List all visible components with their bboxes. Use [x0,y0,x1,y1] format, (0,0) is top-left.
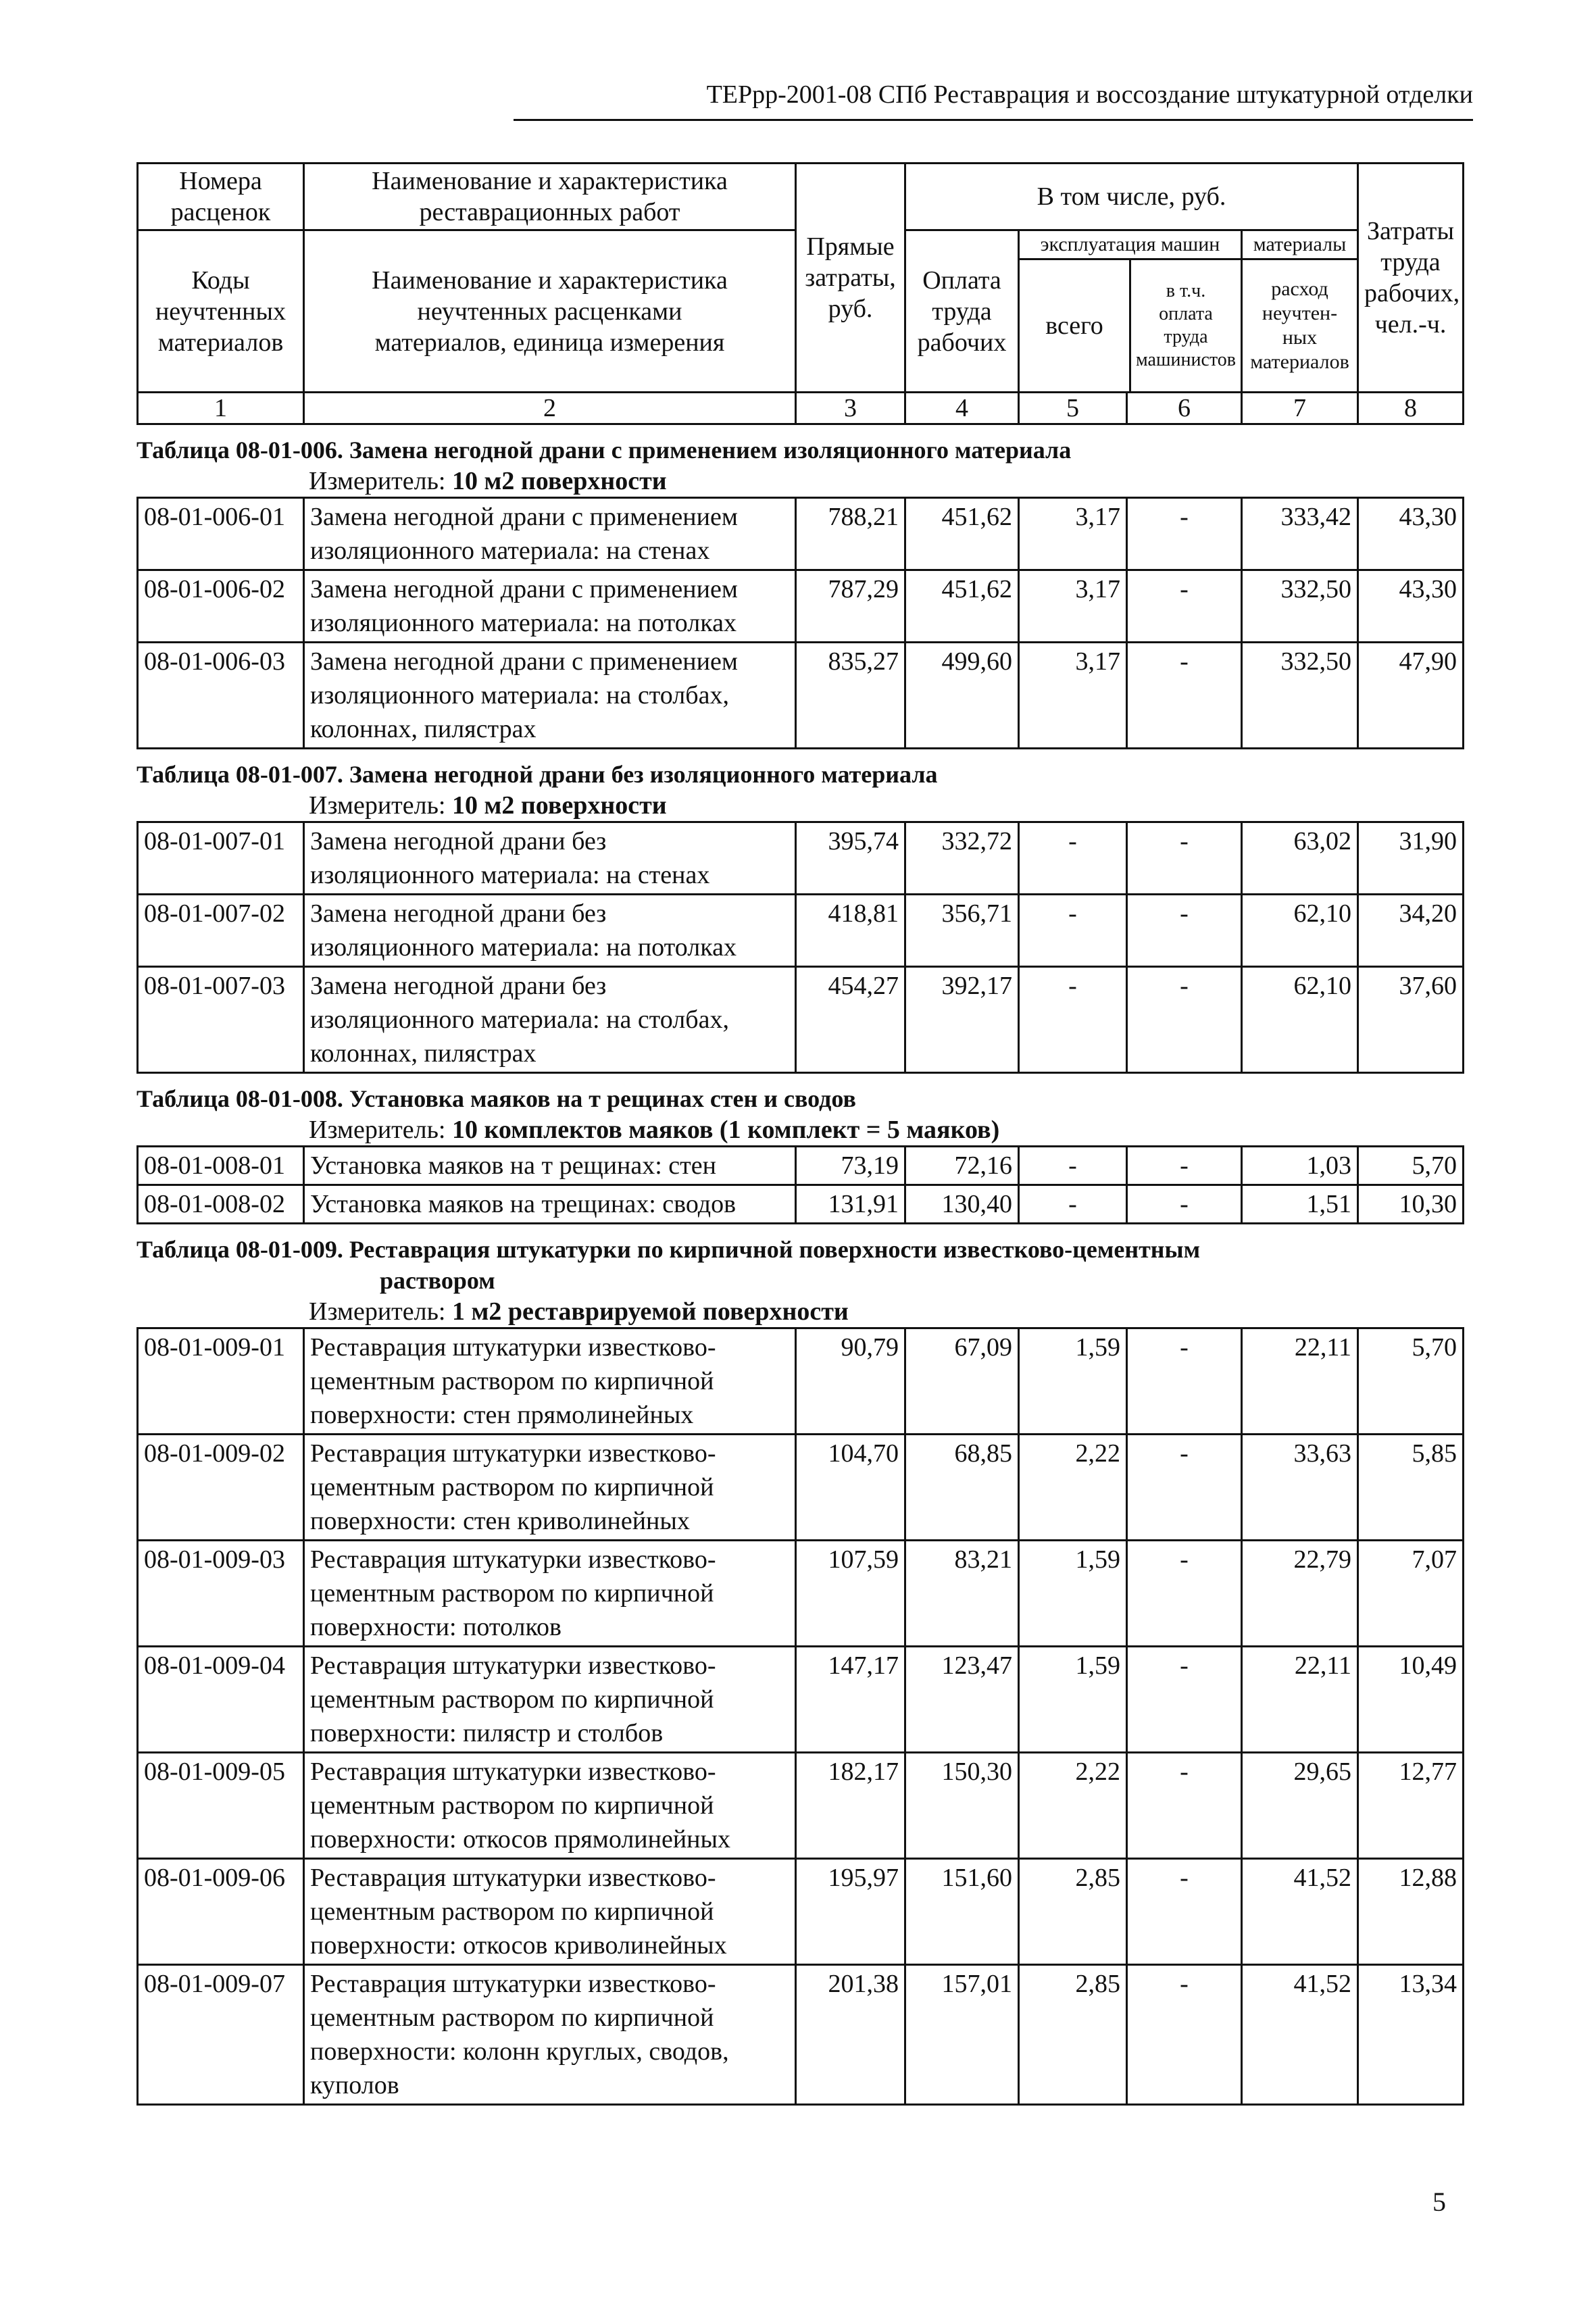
header-direct-costs: Прямые затраты, руб. [796,164,905,393]
machinists-labor-value: - [1127,643,1242,749]
machinists-labor-value: - [1127,498,1242,570]
direct-costs-value: 195,97 [796,1859,905,1965]
page-header-title: ТЕРрр-2001-08 СПб Реставрация и воссоздание штукатурной отделки [706,80,1473,109]
rate-code: 08-01-006-02 [138,570,304,643]
page-number: 5 [1432,2187,1446,2217]
table-row [138,822,1464,895]
rate-name [304,1647,796,1753]
labor-effort-value: 43,30 [1358,570,1464,643]
rate-name-line: куполов [310,2071,399,2099]
machines-cost-value: 3,17 [1019,570,1127,643]
machines-cost-value: - [1019,1185,1127,1224]
machinists-labor-value: - [1127,1541,1242,1647]
machinists-labor-value: - [1127,1753,1242,1859]
labor-cost-value: 356,71 [905,895,1019,967]
table-row [138,1185,1464,1224]
rate-code: 08-01-009-03 [138,1541,304,1647]
direct-costs-value: 835,27 [796,643,905,749]
rate-table [136,1145,1464,1224]
direct-costs-value: 107,59 [796,1541,905,1647]
rate-name-line: Реставрация штукатурки известково- [310,1439,716,1468]
header-rule [514,119,1473,121]
materials-cost-value: 333,42 [1242,498,1358,570]
materials-cost-value: 332,50 [1242,643,1358,749]
table-title-continuation: раствором [380,1267,495,1294]
machines-cost-value: 2,85 [1019,1965,1127,2105]
table-measure: Измеритель: 10 м2 поверхности [309,467,667,495]
rate-name-line: поверхности: стен криволинейных [310,1507,690,1535]
labor-cost-value: 451,62 [905,570,1019,643]
direct-costs-value: 90,79 [796,1328,905,1435]
column-number-1: 1 [138,393,304,424]
header-machinists-labor: в т.ч. оплата труда машинистов [1136,280,1236,370]
rate-name-line: Реставрация штукатурки известково- [310,1970,716,1998]
machines-cost-value: 3,17 [1019,643,1127,749]
direct-costs-value: 788,21 [796,498,905,570]
rate-name-line: Замена негодной драни с применением [310,503,738,531]
header-codes: Коды неучтенных материалов [138,230,304,393]
direct-costs-value: 201,38 [796,1965,905,2105]
rate-code: 08-01-009-01 [138,1328,304,1435]
rate-name-line: изоляционного материала: на столбах, [310,1005,729,1034]
materials-cost-value: 1,03 [1242,1147,1358,1185]
rate-name-line: изоляционного материала: на потолках [310,933,737,962]
machinists-labor-value: - [1127,1965,1242,2105]
rate-name [304,822,796,895]
machinists-labor-value: - [1127,1859,1242,1965]
direct-costs-value: 182,17 [796,1753,905,1859]
machinists-labor-value: - [1127,967,1242,1073]
rate-name [304,967,796,1073]
labor-cost-value: 123,47 [905,1647,1019,1753]
rate-code: 08-01-006-03 [138,643,304,749]
rate-name-line: поверхности: колонн круглых, сводов, [310,2037,729,2066]
rate-name [304,1965,796,2105]
table-row [138,1147,1464,1185]
labor-effort-value: 5,70 [1358,1147,1464,1185]
labor-cost-value: 68,85 [905,1435,1019,1541]
machines-cost-value: 2,22 [1019,1753,1127,1859]
labor-effort-value: 10,30 [1358,1185,1464,1224]
rate-name-line: колоннах, пилястрах [310,1039,537,1068]
materials-cost-value: 33,63 [1242,1435,1358,1541]
rate-name [304,570,796,643]
labor-effort-value: 12,88 [1358,1859,1464,1965]
machinists-labor-value: - [1127,1647,1242,1753]
rate-name-line: Реставрация штукатурки известково- [310,1545,716,1574]
rate-name-line: поверхности: стен прямолинейных [310,1401,694,1429]
column-number-4: 4 [905,393,1019,424]
header-labor: Оплата труда рабочих [917,266,1007,357]
rate-name-line: изоляционного материала: на стенах [310,861,710,889]
table-row [138,498,1464,570]
machinists-labor-value: - [1127,1435,1242,1541]
header-machines: эксплуатация машин [1020,231,1241,260]
column-number-3: 3 [796,393,905,424]
header-material-name: Наименование и характеристика неучтенных расценками материалов, единица измерения [304,230,796,393]
table-title: Таблица 08-01-007. Замена негодной драни без изоляционного материала [136,761,938,788]
rate-name-line: Замена негодной драни с применением [310,647,738,676]
machines-cost-value: - [1019,967,1127,1073]
machinists-labor-value: - [1127,1147,1242,1185]
direct-costs-value: 104,70 [796,1435,905,1541]
labor-cost-value: 72,16 [905,1147,1019,1185]
rate-code: 08-01-009-04 [138,1647,304,1753]
rate-name [304,1859,796,1965]
rate-name-line: колоннах, пилястрах [310,715,537,743]
table-row [138,895,1464,967]
column-number-7: 7 [1242,393,1358,424]
machines-cost-value: - [1019,895,1127,967]
labor-effort-value: 13,34 [1358,1965,1464,2105]
header-materials-group [1242,230,1358,393]
rate-name-line: цементным раствором по кирпичной [310,1685,714,1714]
labor-effort-value: 47,90 [1358,643,1464,749]
direct-costs-value: 73,19 [796,1147,905,1185]
materials-cost-value: 22,11 [1242,1647,1358,1753]
direct-costs-value: 147,17 [796,1647,905,1753]
table-row [138,643,1464,749]
labor-cost-value: 332,72 [905,822,1019,895]
rate-code: 08-01-008-02 [138,1185,304,1224]
labor-cost-value: 130,40 [905,1185,1019,1224]
rate-name [304,643,796,749]
rate-name-line: поверхности: пилястр и столбов [310,1719,664,1747]
rate-name-line: Установка маяков на т рещинах: стен [310,1151,716,1180]
labor-cost-value: 451,62 [905,498,1019,570]
table-row [138,1328,1464,1435]
header-labor-wrap [905,230,1019,393]
column-number-8: 8 [1358,393,1464,424]
materials-cost-value: 22,79 [1242,1541,1358,1647]
materials-cost-value: 63,02 [1242,822,1358,895]
header-number: Номера расценок [138,164,304,230]
table-measure: Измеритель: 10 комплектов маяков (1 комплект = 5 маяков) [309,1116,1000,1144]
rate-name-line: Замена негодной драни без [310,899,607,928]
labor-effort-value: 34,20 [1358,895,1464,967]
rate-name [304,1185,796,1224]
rate-code: 08-01-008-01 [138,1147,304,1185]
machinists-labor-value: - [1127,1185,1242,1224]
direct-costs-value: 454,27 [796,967,905,1073]
materials-cost-value: 332,50 [1242,570,1358,643]
materials-cost-value: 62,10 [1242,895,1358,967]
header-machines-group [1019,230,1242,393]
rate-code: 08-01-009-02 [138,1435,304,1541]
rate-name [304,1435,796,1541]
rate-name-line: Установка маяков на трещинах: сводов [310,1190,737,1218]
machines-cost-value: 3,17 [1019,498,1127,570]
rate-name-line: цементным раствором по кирпичной [310,1897,714,1926]
rate-name-line: цементным раствором по кирпичной [310,1367,714,1395]
column-number-5: 5 [1019,393,1127,424]
table-row [138,1753,1464,1859]
column-header-table [136,162,1464,425]
rate-table [136,821,1464,1074]
rate-name-line: изоляционного материала: на стенах [310,537,710,565]
labor-cost-value: 83,21 [905,1541,1019,1647]
labor-cost-value: 157,01 [905,1965,1019,2105]
rate-name [304,895,796,967]
rate-table [136,497,1464,749]
labor-effort-value: 43,30 [1358,498,1464,570]
machinists-labor-value: - [1127,1328,1242,1435]
rate-name-line: Замена негодной драни без [310,972,607,1000]
materials-cost-value: 62,10 [1242,967,1358,1073]
labor-effort-value: 5,85 [1358,1435,1464,1541]
rate-name-line: цементным раствором по кирпичной [310,2003,714,2032]
rate-name-line: изоляционного материала: на потолках [310,609,737,637]
rate-name-line: Замена негодной драни с применением [310,575,738,603]
column-number-6: 6 [1127,393,1242,424]
machines-cost-value: - [1019,1147,1127,1185]
machines-cost-value: 2,85 [1019,1859,1127,1965]
header-labor-effort: Затраты труда рабочих, чел.-ч. [1358,164,1464,393]
materials-cost-value: 41,52 [1242,1965,1358,2105]
table-row [138,1859,1464,1965]
table-title: Таблица 08-01-009. Реставрация штукатурки по кирпичной поверхности известково-цементным раствором [136,1234,1462,1296]
rate-name-line: цементным раствором по кирпичной [310,1473,714,1501]
labor-effort-value: 5,70 [1358,1328,1464,1435]
rate-name-line: Реставрация штукатурки известково- [310,1758,716,1786]
table-row [138,1435,1464,1541]
rate-code: 08-01-009-06 [138,1859,304,1965]
header-machines-total: всего [1020,260,1131,391]
table-measure: Измеритель: 1 м2 реставрируемой поверхности [309,1297,849,1326]
rate-name-line: цементным раствором по кирпичной [310,1579,714,1608]
labor-cost-value: 392,17 [905,967,1019,1073]
header-including: В том числе, руб. [905,164,1358,230]
header-work-name: Наименование и характеристика реставрационных работ [304,164,796,230]
table-title: Таблица 08-01-006. Замена негодной драни с применением изоляционного материала [136,437,1072,464]
rate-code: 08-01-007-03 [138,967,304,1073]
machinists-labor-value: - [1127,570,1242,643]
labor-effort-value: 10,49 [1358,1647,1464,1753]
rate-name [304,1541,796,1647]
machines-cost-value: 2,22 [1019,1435,1127,1541]
table-row [138,967,1464,1073]
labor-cost-value: 150,30 [905,1753,1019,1859]
rate-table [136,1327,1464,2106]
header-unaccounted-materials: расход неучтен- ных материалов [1250,278,1349,373]
rate-name-line: Реставрация штукатурки известково- [310,1864,716,1892]
direct-costs-value: 787,29 [796,570,905,643]
column-number-2: 2 [304,393,796,424]
rate-name [304,498,796,570]
rate-tables [136,434,1462,2106]
rate-name-line: поверхности: откосов прямолинейных [310,1825,731,1853]
labor-effort-value: 7,07 [1358,1541,1464,1647]
labor-cost-value: 67,09 [905,1328,1019,1435]
machines-cost-value: 1,59 [1019,1541,1127,1647]
machinists-labor-value: - [1127,822,1242,895]
rate-code: 08-01-007-02 [138,895,304,967]
table-row [138,570,1464,643]
materials-cost-value: 1,51 [1242,1185,1358,1224]
rate-name-line: поверхности: откосов криволинейных [310,1931,727,1960]
rate-code: 08-01-009-05 [138,1753,304,1859]
direct-costs-value: 395,74 [796,822,905,895]
table-measure: Измеритель: 10 м2 поверхности [309,791,667,820]
table-row [138,1647,1464,1753]
rate-name [304,1753,796,1859]
table-title: Таблица 08-01-008. Установка маяков на т рещинах стен и сводов [136,1085,856,1112]
rate-code: 08-01-009-07 [138,1965,304,2105]
labor-cost-value: 499,60 [905,643,1019,749]
machines-cost-value: - [1019,822,1127,895]
rate-name-line: цементным раствором по кирпичной [310,1791,714,1820]
rate-code: 08-01-007-01 [138,822,304,895]
rate-name-line: Замена негодной драни без [310,827,607,855]
materials-cost-value: 29,65 [1242,1753,1358,1859]
rate-code: 08-01-006-01 [138,498,304,570]
rate-name-line: изоляционного материала: на столбах, [310,681,729,710]
machines-cost-value: 1,59 [1019,1328,1127,1435]
rate-name-line: Реставрация штукатурки известково- [310,1651,716,1680]
header-materials: материалы [1243,231,1357,260]
direct-costs-value: 418,81 [796,895,905,967]
materials-cost-value: 41,52 [1242,1859,1358,1965]
table-row [138,1541,1464,1647]
rate-name [304,1147,796,1185]
labor-cost-value: 151,60 [905,1859,1019,1965]
labor-effort-value: 37,60 [1358,967,1464,1073]
materials-cost-value: 22,11 [1242,1328,1358,1435]
direct-costs-value: 131,91 [796,1185,905,1224]
labor-effort-value: 12,77 [1358,1753,1464,1859]
machines-cost-value: 1,59 [1019,1647,1127,1753]
table-row [138,1965,1464,2105]
rate-name [304,1328,796,1435]
rate-name-line: поверхности: потолков [310,1613,562,1641]
document-body [136,162,1462,2106]
rate-name-line: Реставрация штукатурки известково- [310,1333,716,1362]
labor-effort-value: 31,90 [1358,822,1464,895]
machinists-labor-value: - [1127,895,1242,967]
